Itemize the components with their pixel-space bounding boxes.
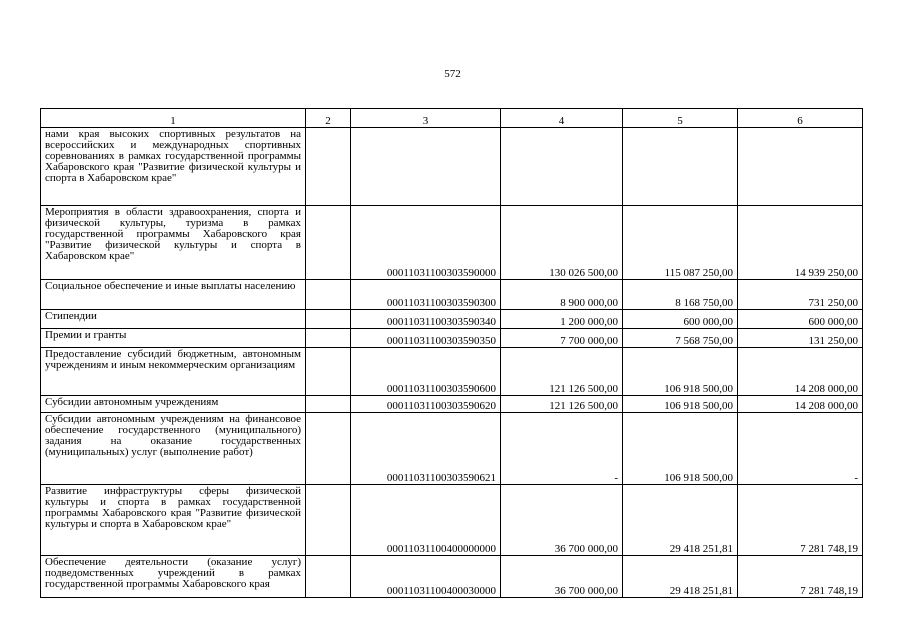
budget-table xyxy=(40,108,863,598)
row-name: Стипендии xyxy=(41,310,306,329)
row-code: 00011031100303590000 xyxy=(351,206,501,280)
row-code: 00011031100303590621 xyxy=(351,413,501,485)
row-col4 xyxy=(501,128,623,206)
table-row xyxy=(41,329,863,348)
row-col2 xyxy=(306,329,351,348)
row-col6: 7 281 748,19 xyxy=(738,556,863,598)
row-col2 xyxy=(306,310,351,329)
row-name: Обеспечение деятельности (оказание услуг) подведомственных учреждений в рамках государственной программы Хабаровского края xyxy=(41,556,306,598)
row-name: Субсидии автономным учреждениям на финансовое обеспечение государственного (муниципального) задания на оказание государственных (муниципальных) услуг (выполнение работ) xyxy=(41,413,306,485)
row-col6 xyxy=(738,128,863,206)
row-col5: 7 568 750,00 xyxy=(623,329,738,348)
table-row xyxy=(41,348,863,396)
row-col2 xyxy=(306,396,351,413)
row-col4: 7 700 000,00 xyxy=(501,329,623,348)
row-col5: 8 168 750,00 xyxy=(623,280,738,310)
row-col5: 600 000,00 xyxy=(623,310,738,329)
row-col2 xyxy=(306,128,351,206)
row-col4: 130 026 500,00 xyxy=(501,206,623,280)
header-col-1: 1 xyxy=(41,109,306,128)
row-col6: - xyxy=(738,413,863,485)
row-name: нами края высоких спортивных результатов на всероссийских и международных спортивных соревнованиях в рамках государственной программы Хабаровского края "Развитие физической культуры и спорта в Хабаровском крае" xyxy=(41,128,306,206)
row-name: Субсидии автономным учреждениям xyxy=(41,396,306,413)
row-code: 00011031100303590620 xyxy=(351,396,501,413)
row-col5: 106 918 500,00 xyxy=(623,413,738,485)
header-col-4: 4 xyxy=(501,109,623,128)
row-col4: 1 200 000,00 xyxy=(501,310,623,329)
row-col4: 8 900 000,00 xyxy=(501,280,623,310)
row-name: Социальное обеспечение и иные выплаты населению xyxy=(41,280,306,310)
table-row xyxy=(41,310,863,329)
row-col2 xyxy=(306,206,351,280)
row-code: 00011031100400000000 xyxy=(351,485,501,556)
row-code: 00011031100303590300 xyxy=(351,280,501,310)
row-code: 00011031100303590350 xyxy=(351,329,501,348)
row-col5 xyxy=(623,128,738,206)
table-row xyxy=(41,280,863,310)
row-col5: 106 918 500,00 xyxy=(623,348,738,396)
page-number: 572 xyxy=(444,68,461,80)
row-name: Предоставление субсидий бюджетным, автономным учреждениям и иным некоммерческим организациям xyxy=(41,348,306,396)
table-row xyxy=(41,206,863,280)
row-col2 xyxy=(306,485,351,556)
row-col2 xyxy=(306,556,351,598)
row-col2 xyxy=(306,413,351,485)
row-col4: 36 700 000,00 xyxy=(501,485,623,556)
row-code xyxy=(351,128,501,206)
header-col-3: 3 xyxy=(351,109,501,128)
row-col6: 7 281 748,19 xyxy=(738,485,863,556)
table-row xyxy=(41,128,863,206)
row-col5: 29 418 251,81 xyxy=(623,485,738,556)
row-name: Премии и гранты xyxy=(41,329,306,348)
row-col5: 29 418 251,81 xyxy=(623,556,738,598)
row-col6: 600 000,00 xyxy=(738,310,863,329)
row-col6: 14 939 250,00 xyxy=(738,206,863,280)
header-col-5: 5 xyxy=(623,109,738,128)
row-col5: 106 918 500,00 xyxy=(623,396,738,413)
row-col4: 121 126 500,00 xyxy=(501,348,623,396)
table-row xyxy=(41,556,863,598)
table-row xyxy=(41,396,863,413)
row-code: 00011031100400030000 xyxy=(351,556,501,598)
row-col4: 36 700 000,00 xyxy=(501,556,623,598)
header-col-2: 2 xyxy=(306,109,351,128)
row-name: Развитие инфраструктуры сферы физической культуры и спорта в рамках государственной программы Хабаровского края "Развитие физической культуры и спорта в Хабаровском крае" xyxy=(41,485,306,556)
row-col6: 131 250,00 xyxy=(738,329,863,348)
header-col-6: 6 xyxy=(738,109,863,128)
row-col6: 14 208 000,00 xyxy=(738,396,863,413)
row-col4: 121 126 500,00 xyxy=(501,396,623,413)
row-name: Мероприятия в области здравоохранения, спорта и физической культуры, туризма в рамках государственной программы Хабаровского края "Развитие физической культуры и спорта в Хабаровском крае" xyxy=(41,206,306,280)
row-code: 00011031100303590600 xyxy=(351,348,501,396)
row-col4: - xyxy=(501,413,623,485)
row-col2 xyxy=(306,280,351,310)
row-code: 00011031100303590340 xyxy=(351,310,501,329)
row-col6: 731 250,00 xyxy=(738,280,863,310)
table-header-row xyxy=(41,109,863,128)
row-col6: 14 208 000,00 xyxy=(738,348,863,396)
table-row xyxy=(41,413,863,485)
table-row xyxy=(41,485,863,556)
row-col2 xyxy=(306,348,351,396)
row-col5: 115 087 250,00 xyxy=(623,206,738,280)
